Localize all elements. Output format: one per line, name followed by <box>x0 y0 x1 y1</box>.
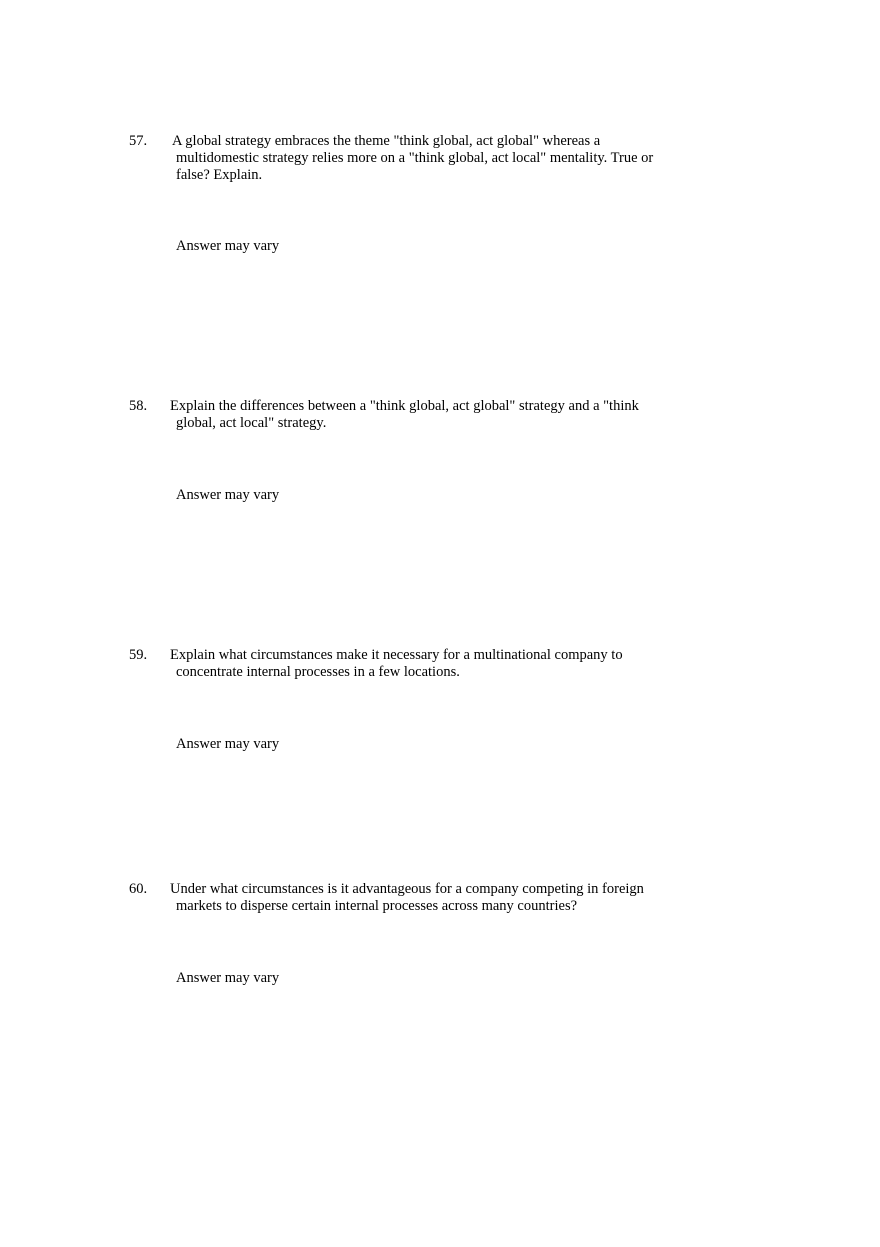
answer-59: Answer may vary <box>176 736 280 752</box>
question-57 <box>129 133 669 184</box>
question-line: global, act local" strategy. <box>176 415 327 431</box>
question-line: A global strategy embraces the theme "think global, act global" whereas a <box>172 133 601 149</box>
question-60 <box>129 881 669 915</box>
answer-57: Answer may vary <box>176 238 280 254</box>
question-line: markets to disperse certain internal processes across many countries? <box>176 898 578 914</box>
question-line: false? Explain. <box>176 167 263 183</box>
answer-58: Answer may vary <box>176 487 280 503</box>
question-row <box>129 133 669 184</box>
question-58 <box>129 398 669 432</box>
question-text <box>170 647 660 681</box>
question-number: 57. <box>129 133 148 149</box>
question-line: Explain the differences between a "think global, act global" strategy and a "think <box>170 398 639 414</box>
question-line: concentrate internal processes in a few locations. <box>176 664 460 680</box>
question-line: Explain what circumstances make it necessary for a multinational company to <box>170 647 623 663</box>
question-row <box>129 398 669 432</box>
question-row <box>129 647 669 681</box>
question-row <box>129 881 669 915</box>
question-line: multidomestic strategy relies more on a "think global, act local" mentality. True or <box>176 150 654 166</box>
question-text <box>170 881 660 915</box>
question-text <box>170 398 660 432</box>
question-number: 59. <box>129 647 148 663</box>
question-59 <box>129 647 669 681</box>
question-number: 58. <box>129 398 148 414</box>
question-line: Under what circumstances is it advantageous for a company competing in foreign <box>170 881 644 897</box>
question-text <box>170 133 660 184</box>
answer-60: Answer may vary <box>176 970 280 986</box>
question-number: 60. <box>129 881 148 897</box>
